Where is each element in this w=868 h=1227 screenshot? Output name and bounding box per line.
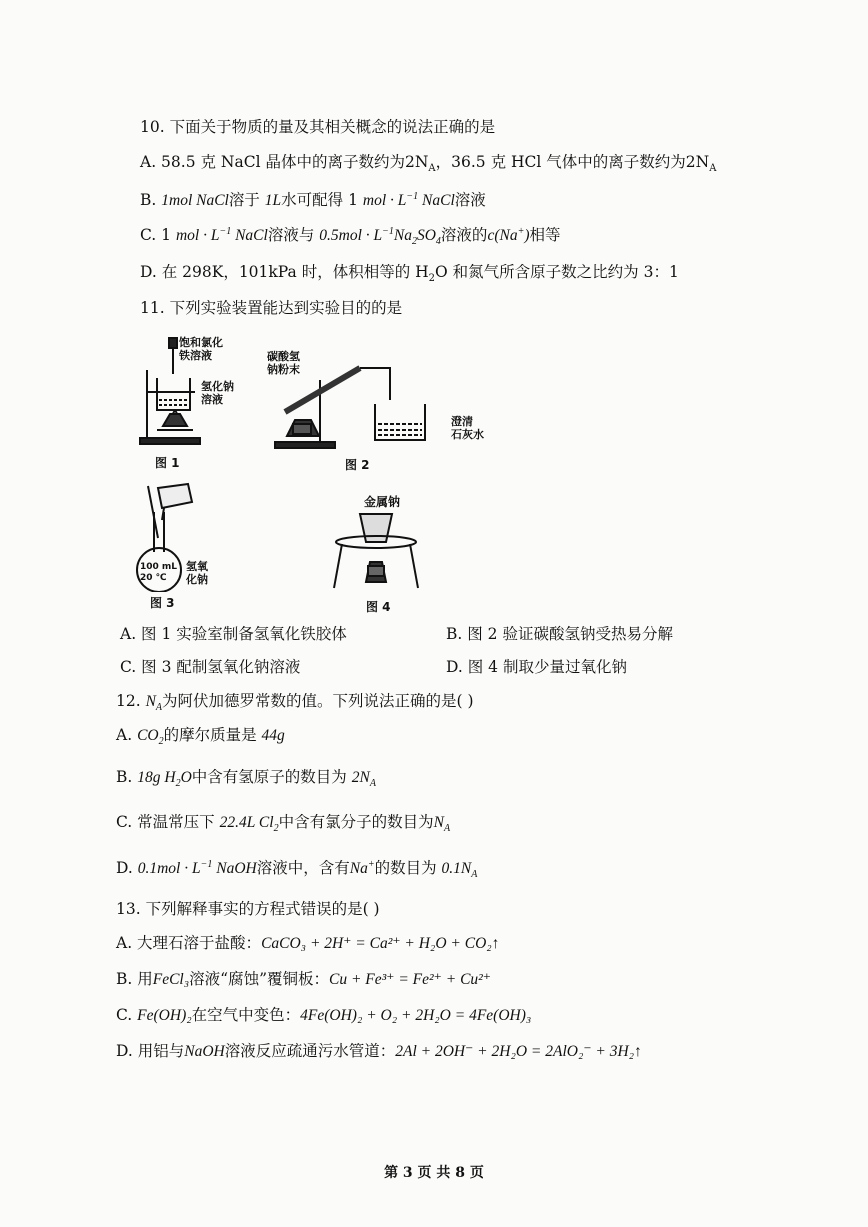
fig4-note-sodium: 金属钠 — [364, 495, 401, 509]
q10-option-a: A. 58.5 克 NaCl 晶体中的离子数约为$2N_A$，36.5 克 HCl 气体中的离子数约为$2N_A$ — [140, 153, 717, 175]
q13-option-b: B. 用FeCl₃溶液“腐蚀”覆铜板：Cu + Fe³⁺ = Fe²⁺ + Cu²⁺ — [116, 970, 491, 988]
q11-stem: 11. 下列实验装置能达到实验目的的是 — [140, 299, 403, 317]
fig3-label: 图 3 — [150, 596, 175, 610]
q10-option-d: D. 在 298K，101kPa 时，体积相等的 $H_2O$ 和氮气所含原子数之比约为 3：1 — [140, 263, 679, 285]
q11-choice-d: D. 图 4 制取少量过氧化钠 — [446, 658, 627, 676]
q10-option-b: B. 1mol NaCl溶于 1L水可配得 1 mol · $L^{-1}$ NaCl溶液 — [140, 190, 486, 209]
figure-3-volumetric-flask — [118, 482, 228, 610]
page-footer: 第 3 页 共 8 页 — [384, 1165, 484, 1181]
q10-option-c: C. 1 mol · $L^{-1}$ NaCl溶液与 $0.5mol \cdot L^{-1}Na_2SO_4$溶液的c(Na+)相等 — [140, 225, 561, 248]
q11-choice-a: A. 图 1 实验室制备氢氧化铁胶体 — [120, 625, 347, 643]
fig1-note-fecl3: 饱和氯化 铁溶液 — [179, 336, 223, 362]
fig3-note-naoh: 氢氧 化钠 — [186, 560, 208, 586]
fig2-note-limewater: 澄清 石灰水 — [451, 415, 484, 441]
q12-option-a: A. $CO_2$的摩尔质量是 44g — [116, 726, 285, 748]
fig4-label: 图 4 — [366, 600, 391, 614]
q12-option-c: C. 常温常压下 22.4L $Cl_2$中含有氯分子的数目为$N_A$ — [116, 813, 451, 835]
fig1-label: 图 1 — [155, 456, 180, 470]
fig1-note-nacl: 氢化钠 溶液 — [201, 380, 234, 406]
q13-option-a: A. 大理石溶于盐酸：CaCO₃ + 2H⁺ = Ca²⁺ + H₂O + CO₂↑ — [116, 934, 500, 952]
fig2-note-nahco3: 碳酸氢 钠粉末 — [267, 350, 300, 376]
q12-stem: 12. $N_A$为阿伏加德罗常数的值。下列说法正确的是( ) — [116, 692, 474, 714]
q11-choice-c: C. 图 3 配制氢氧化钠溶液 — [120, 658, 301, 676]
q13-option-d: D. 用铝与NaOH溶液反应疏通污水管道：2Al + 2OH⁻ + 2H₂O = 2AlO₂⁻ + 3H₂↑ — [116, 1042, 642, 1060]
q13-option-c: C. Fe(OH)₂在空气中变色：4Fe(OH)₂ + O₂ + 2H₂O = 4Fe(OH)₃ — [116, 1006, 532, 1024]
figure-4-crucible — [328, 492, 428, 614]
q13-stem: 13. 下列解释事实的方程式错误的是( ) — [116, 900, 380, 918]
q12-option-d: D. $0.1mol \cdot L^{-1}$ NaOH溶液中，含有Na+的数目为 $0.1N_A$ — [116, 858, 478, 881]
q11-choice-b: B. 图 2 验证碳酸氢钠受热易分解 — [446, 625, 673, 643]
fig3-flask-text: 100 mL 20 ℃ — [140, 562, 178, 583]
q10-stem: 10. 下面关于物质的量及其相关概念的说法正确的是 — [140, 118, 496, 136]
figure-1-colloid-apparatus — [135, 330, 255, 470]
figure-2-heating-apparatus — [265, 340, 484, 472]
q12-option-b: B. 18g $H_2O$中含有氢原子的数目为 $2N_A$ — [116, 768, 376, 790]
fig2-label: 图 2 — [345, 458, 370, 472]
